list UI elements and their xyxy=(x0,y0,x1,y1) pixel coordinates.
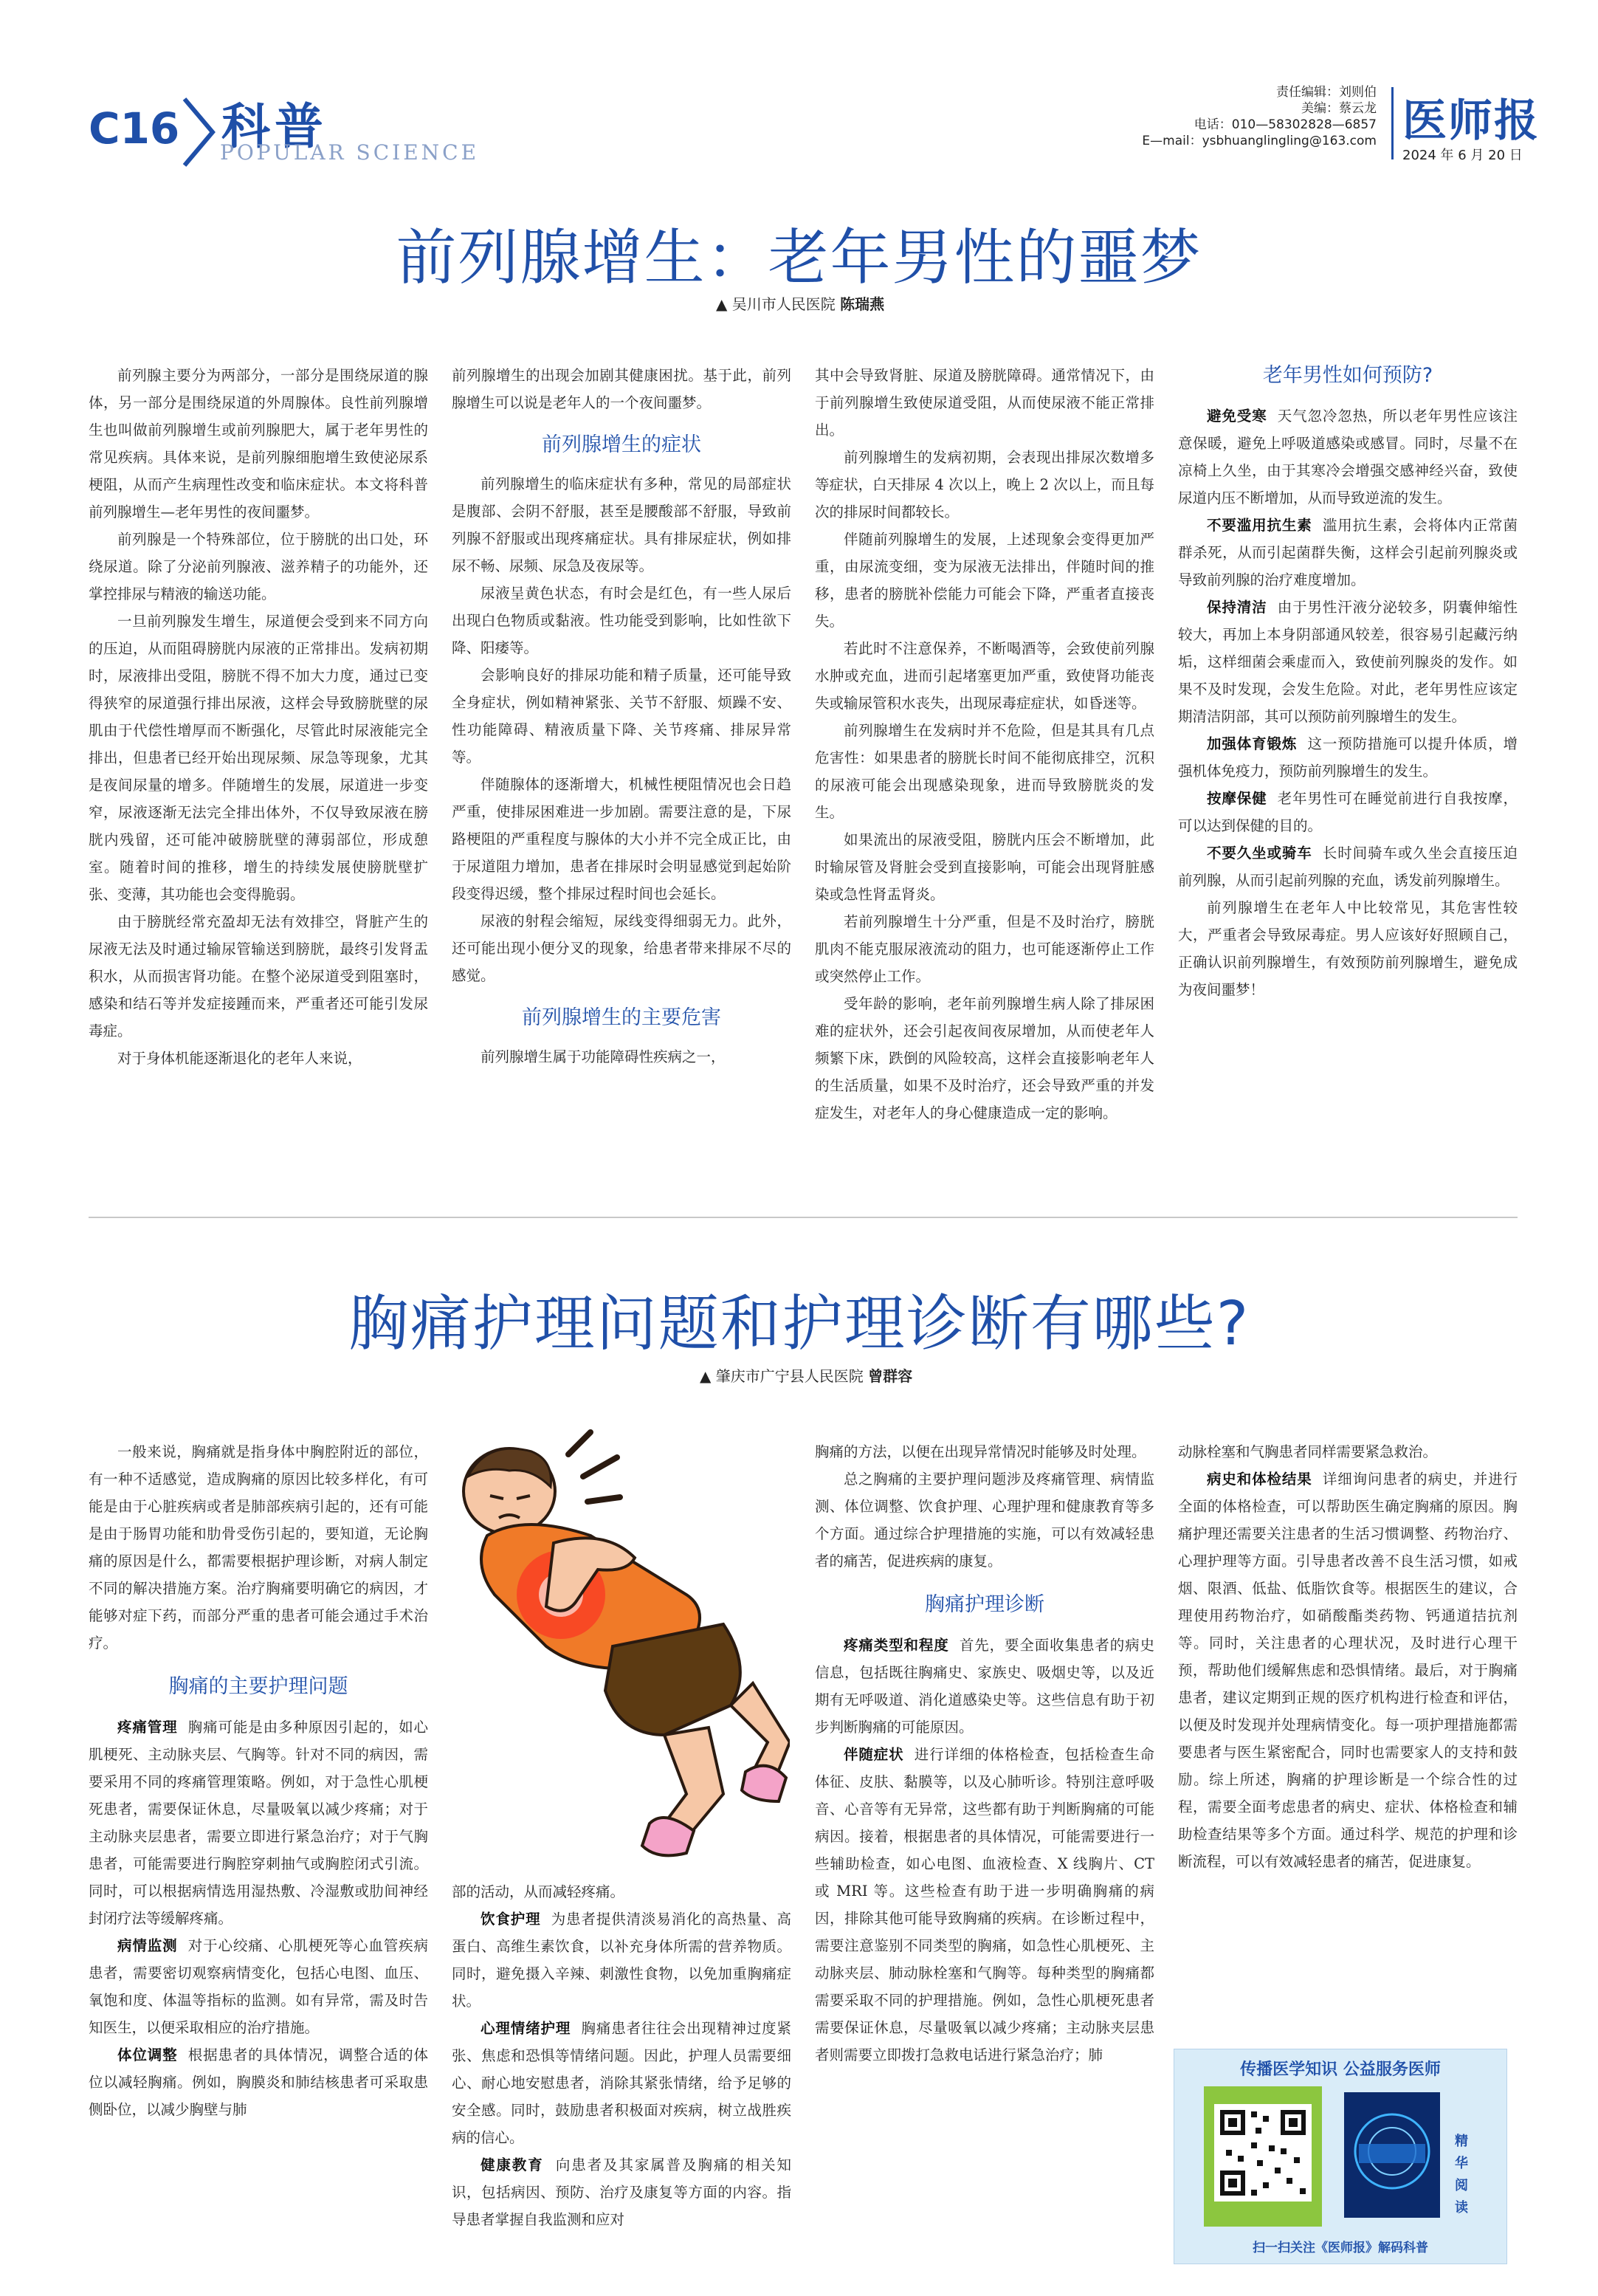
paragraph: 前列腺是一个特殊部位，位于膀胱的出口处，环绕尿道。除了分泌前列腺液、滋养精子的功能外，还掌控排尿与精液的输送功能。 xyxy=(89,531,428,602)
paragraph-text: 滥用抗生素，会将体内正常菌群杀死，从而引起菌群失衡，这样会引起前列腺炎或导致前列腺的治疗难度增加。 xyxy=(1178,517,1518,588)
paragraph-lead: 避免受寒 xyxy=(1207,408,1267,425)
paragraph-lead: 饮食护理 xyxy=(481,1911,541,1928)
paragraph: 会影响良好的排尿功能和精子质量，还可能导致全身症状，例如精神紧张、关节不舒服、烦躁不安、性功能障碍、精液质量下降、关节疼痛、排尿异常等。 xyxy=(452,667,791,766)
paragraph xyxy=(1178,839,1518,894)
paragraph: 前列腺增生的出现会加剧其健康困扰。基于此，前列腺增生可以说是老年人的一个夜间噩梦。 xyxy=(452,367,791,411)
paragraph-lead: 不要滥用抗生素 xyxy=(1207,517,1312,534)
promo-image xyxy=(1344,2092,1440,2218)
paragraph-lead: 健康教育 xyxy=(481,2156,544,2173)
paragraph-lead: 加强体育锻炼 xyxy=(1207,735,1298,752)
article2-column-3 xyxy=(815,1438,1154,2069)
article2-column-4 xyxy=(1178,1438,1518,1875)
chevron-right-icon xyxy=(177,92,221,173)
paragraph xyxy=(452,1878,791,1905)
section-title: 科普 xyxy=(221,98,328,155)
subheading-danger: 前列腺增生的主要危害 xyxy=(522,1006,721,1029)
article1-column-3 xyxy=(815,362,1154,1127)
article2-title: 胸痛护理问题和护理诊断有哪些? xyxy=(348,1289,1250,1359)
paragraph-text: 首先，要全面收集患者的病史信息，包括既往胸痛史、家族史、吸烟史等，以及近期有无呼吸道、消化道感染史等。这些信息有助于初步判断胸痛的可能原因。 xyxy=(815,1637,1154,1736)
paragraph xyxy=(1178,894,1518,1003)
paragraph xyxy=(1178,1438,1518,1465)
article2-byline-org: ▲ 肇庆市广宁县人民医院 xyxy=(700,1367,864,1385)
paragraph-lead: 疼痛管理 xyxy=(117,1719,178,1736)
paragraph: 其中会导致肾脏、尿道及膀胱障碍。通常情况下，由于前列腺增生致使尿道受阻，从而使尿液不能正常排出。 xyxy=(815,367,1154,439)
paragraph xyxy=(452,1905,791,2015)
paragraph-text: 胸痛患者往往会出现精神过度紧张、焦虑和恐惧等情绪问题。因此，护理人员需要细心、耐心地安慰患者，消除其紧张情绪，给予足够的安全感。同时，鼓励患者积极面对疾病，树立战胜疾病的信心。 xyxy=(452,2020,791,2146)
paragraph-lead: 不要久坐或骑车 xyxy=(1207,845,1312,862)
article2-byline xyxy=(700,1364,912,1386)
newspaper-masthead: 医师报 xyxy=(1402,95,1540,147)
section-subtitle: POPULAR SCIENCE xyxy=(220,140,480,165)
paragraph-text: 部的活动，从而减轻疼痛。 xyxy=(452,1883,625,1900)
subheading-nursing-problems: 胸痛的主要护理问题 xyxy=(168,1675,348,1698)
paragraph-text: 根据患者的具体情况，调整合适的体位以减轻胸痛。例如，胸膜炎和肺结核患者可采取患侧卧位，以减少胸壁与肺 xyxy=(89,2046,428,2118)
paragraph: 前列腺主要分为两部分，一部分是围绕尿道的腺体，另一部分是围绕尿道的外周腺体。良性前列腺增生也叫做前列腺增生或前列腺肥大，属于老年男性的常见疾病。具体来说，是前列腺细胞增生致使泌尿系梗阻，从而产生病理性改变和临床症状。本文将科普前列腺增生—老年男性的夜间噩梦。 xyxy=(89,367,428,520)
paragraph: 前列腺增生在发病时并不危险，但是其具有几点危害性：如果患者的膀胱长时间不能彻底排空，沉积的尿液可能会出现感染现象，进而导致膀胱炎的发生。 xyxy=(815,722,1154,821)
paragraph xyxy=(89,1932,428,2041)
paragraph-text: 向患者及其家属普及胸痛的相关知识，包括病因、预防、治疗及康复等方面的内容。指导患者掌握自我监测和应对 xyxy=(452,2156,791,2228)
page-number: C16 xyxy=(89,103,180,154)
paragraph-text: 为患者提供清淡易消化的高热量、高蛋白、高维生素饮食，以补充身体所需的营养物质。同时，避免摄入辛辣、刺激性食物，以免加重胸痛症状。 xyxy=(452,1911,791,2010)
promo-footer: 扫一扫关注《医师报》解码科普 xyxy=(1253,2241,1428,2255)
credit-editor: 责任编辑：刘则伯 xyxy=(1276,85,1377,100)
paragraph-lead: 病史和体检结果 xyxy=(1207,1471,1312,1488)
paragraph-text: 详细询问患者的病史，并进行全面的体格检查，可以帮助医生确定胸痛的原因。胸痛护理还需要关注患者的生活习惯调整、药物治疗、心理护理等方面。引导患者改善不良生活习惯，如戒烟、限酒、低盐、低脂饮食等。根据医生的建议，合理使用药物治疗，如硝酸酯类药物、钙通道拮抗剂等。同时，关注患者的心理状况，及时进行心理干预，帮助他们缓解焦虑和恐惧情绪。最后，对于胸痛患者，建议定期到正规的医疗机构进行检查和评估，以便及时发现并处理病情变化。每一项护理措施都需要患者与医生紧密配合，同时也需要家人的支持和鼓励。综上所述，胸痛的护理诊断是一个综合性的过程，需要全面考虑患者的病史、症状、体格检查和辅助检查结果等多个方面。通过科学、规范的护理和诊断流程，可以有效减轻患者的痛苦，促进康复。 xyxy=(1178,1471,1518,1870)
article-divider xyxy=(89,1217,1518,1218)
subheading-nursing-diagnosis: 胸痛护理诊断 xyxy=(925,1593,1044,1616)
credit-email: E—mail：ysbhuanglingling@163.com xyxy=(1142,134,1377,148)
paragraph: 胸痛的方法，以便在出现异常情况时能够及时处理。 xyxy=(815,1443,1146,1460)
article1-byline-org: ▲ 吴川市人民医院 xyxy=(716,295,836,313)
promo-box xyxy=(1174,2049,1507,2264)
article2-column-2 xyxy=(452,1878,791,2233)
paragraph xyxy=(89,2041,428,2123)
paragraph-lead: 病情监测 xyxy=(117,1937,178,1954)
paragraph xyxy=(1178,730,1518,785)
article1-column-1 xyxy=(89,362,428,1072)
editor-credits xyxy=(1142,84,1377,149)
paragraph-text: 进行详细的体格检查，包括检查生命体征、皮肤、黏膜等，以及心肺听诊。特别注意呼吸音、心音等有无异常，这些都有助于判断胸痛的可能病因。接着，根据患者的具体情况，可能需要进行一些辅助检查，如心电图、血液检查、X 线胸片、CT 或 MRI 等。这些检查有助于进一步明确胸痛的病因，排除其他可能导致胸痛的疾病。在诊断过程中，需要注意鉴别不同类型的胸痛，如急性心肌梗死、主动脉夹层、肺动脉栓塞和气胸等。每种类型的胸痛都需要采取不同的护理措施。例如，急性心肌梗死患者需要保证休息，尽量吸氧以减少疼痛；主动脉夹层患者则需要立即拨打急救电话进行紧急治疗；肺 xyxy=(815,1746,1154,2063)
paragraph xyxy=(1178,785,1518,839)
paragraph-text: 胸痛可能是由多种原因引起的，如心肌梗死、主动脉夹层、气胸等。针对不同的病因，需要采用不同的疼痛管理策略。例如，对于急性心肌梗死患者，需要保证休息，尽量吸氧以减少疼痛；对于主动脉夹层患者，需要立即进行紧急治疗；对于气胸患者，可能需要进行胸腔穿刺抽气或胸腔闭式引流。同时，可以根据病情选用湿热敷、冷湿敷或肋间神经封闭疗法等缓解疼痛。 xyxy=(89,1719,428,1927)
paragraph: 由于膀胱经常充盈却无法有效排空，肾脏产生的尿液无法及时通过输尿管输送到膀胱，最终引发肾盂积水，从而损害肾功能。在整个泌尿道受到阻塞时，感染和结石等并发症接踵而来，严重者还可能引发尿毒症。 xyxy=(89,913,428,1039)
issue-date: 2024 年 6 月 20 日 xyxy=(1402,148,1523,163)
paragraph xyxy=(1178,512,1518,594)
subheading-symptoms: 前列腺增生的症状 xyxy=(542,433,701,456)
article1-title: 前列腺增生：老年男性的噩梦 xyxy=(396,223,1202,293)
paragraph: 总之胸痛的主要护理问题涉及疼痛管理、病情监测、体位调整、饮食护理、心理护理和健康教育等多个方面。通过综合护理措施的实施，可以有效减轻患者的痛苦，促进疾病的康复。 xyxy=(815,1471,1154,1570)
article1-column-2 xyxy=(452,362,791,1070)
paragraph xyxy=(1178,1465,1518,1875)
paragraph: 前列腺增生属于功能障碍性疾病之一， xyxy=(481,1048,726,1065)
paragraph: 尿液呈黄色状态，有时会是红色，有一些人尿后出现白色物质或黏液。性功能受到影响，比如性欲下降、阳痿等。 xyxy=(452,585,791,656)
paragraph: 伴随腺体的逐渐增大，机械性梗阻情况也会日趋严重，使排尿困难进一步加剧。需要注意的是，下尿路梗阻的严重程度与腺体的大小并不完全成正比，由于尿道阻力增加，患者在排尿时会明显感觉到起始阶段变得迟缓，整个排尿过程时间也会延长。 xyxy=(452,776,791,902)
paragraph xyxy=(815,1632,1154,1741)
paragraph-text: 前列腺增生在老年人中比较常见，其危害性较大，严重者会导致尿毒症。男人应该好好照顾自己，正确认识前列腺增生，有效预防前列腺增生，避免成为夜间噩梦！ xyxy=(1178,899,1518,998)
paragraph xyxy=(89,1714,428,1932)
paragraph xyxy=(1178,594,1518,730)
promo-side-text: 精华阅读 xyxy=(1455,2134,1468,2216)
paragraph-lead: 体位调整 xyxy=(117,2046,178,2063)
article1-byline-author: 陈瑞燕 xyxy=(840,295,885,313)
article1-column-4 xyxy=(1178,362,1518,1003)
paragraph xyxy=(452,2151,791,2233)
paragraph: 若前列腺增生十分严重，但是不及时治疗，膀胱肌肉不能克服尿液流动的阻力，也可能逐渐停止工作或突然停止工作。 xyxy=(815,913,1154,985)
credit-designer: 美编：蔡云龙 xyxy=(1301,101,1377,116)
paragraph xyxy=(1178,402,1518,512)
credit-phone: 电话：010—58302828—6857 xyxy=(1194,117,1377,132)
paragraph-lead: 心理情绪护理 xyxy=(481,2020,571,2037)
paragraph: 一般来说，胸痛就是指身体中胸腔附近的部位，有一种不适感觉，造成胸痛的原因比较多样化，有可能是由于心脏疾病或者是肺部疾病引起的，还有可能是由于肠胃功能和肋骨受伤引起的，要知道，无论胸痛的原因是什么，都需要根据护理诊断，对病人制定不同的解决措施方案。治疗胸痛要明确它的病因，才能够对症下药，而部分严重的患者可能会通过手术治疗。 xyxy=(89,1443,428,1651)
paragraph: 若此时不注意保养，不断喝酒等，会致使前列腺水肿或充血，进而引起堵塞更加严重，致使肾功能丧失或输尿管积水丧失，出现尿毒症症状，如昏迷等。 xyxy=(815,640,1154,712)
paragraph-text: 动脉栓塞和气胸患者同样需要紧急救治。 xyxy=(1178,1443,1438,1460)
paragraph-lead: 疼痛类型和程度 xyxy=(844,1637,949,1654)
paragraph-lead: 保持清洁 xyxy=(1207,599,1267,616)
paragraph xyxy=(452,2015,791,2151)
qr-code-icon[interactable] xyxy=(1204,2086,1322,2227)
promo-title: 传播医学知识 公益服务医师 xyxy=(1240,2060,1441,2079)
paragraph-text: 老年男性可在睡觉前进行自我按摩，可以达到保健的目的。 xyxy=(1178,790,1518,834)
paragraph-lead: 伴随症状 xyxy=(844,1746,904,1763)
paragraph-text: 天气忽冷忽热，所以老年男性应该注意保暖，避免上呼吸道感染或感冒。同时，尽量不在凉椅上久坐，由于其寒冷会增强交感神经兴奋，致使尿道内压不断增加，从而导致逆流的发生。 xyxy=(1178,408,1518,506)
paragraph: 前列腺增生的临床症状有多种，常见的局部症状是腹部、会阴不舒服，甚至是腰酸部不舒服，导致前列腺不舒服或出现疼痛症状。具有排尿症状，例如排尿不畅、尿频、尿急及夜尿等。 xyxy=(452,475,791,574)
paragraph: 尿液的射程会缩短，尿线变得细弱无力。此外，还可能出现小便分叉的现象，给患者带来排尿不尽的感觉。 xyxy=(452,912,791,984)
paragraph: 对于身体机能逐渐退化的老年人来说， xyxy=(117,1050,362,1067)
paragraph-text: 这一预防措施可以提升体质，增强机体免疫力，预防前列腺增生的发生。 xyxy=(1178,735,1518,780)
article2-column-1 xyxy=(89,1438,428,2123)
masthead-divider xyxy=(1391,87,1394,159)
paragraph-lead: 按摩保健 xyxy=(1207,790,1267,807)
paragraph-text: 由于男性汗液分泌较多，阴囊伸缩性较大，再加上本身阴部通风较差，很容易引起藏污纳垢，这样细菌会乘虚而入，致使前列腺炎的发作。如果不及时发现，会发生危险。对此，老年男性应该定期清洁阴部，其可以预防前列腺增生的发生。 xyxy=(1178,599,1518,725)
paragraph: 如果流出的尿液受阻，膀胱内压会不断增加，此时输尿管及肾脏会受到直接影响，可能会出现肾脏感染或急性肾盂肾炎。 xyxy=(815,831,1154,903)
paragraph: 一旦前列腺发生增生，尿道便会受到来不同方向的压迫，从而阻碍膀胱内尿液的正常排出。发病初期时，尿液排出受阻，膀胱不得不加大力度，通过已变得狭窄的尿道强行排出尿液，这样会导致膀胱壁的尿肌由于代偿性增厚而不断强化，尽管此时尿液能完全排出，但患者已经开始出现尿频、尿急等现象，尤其是夜间尿量的增多。伴随增生的发展，尿道进一步变窄，尿液逐渐无法完全排出体外，不仅导致尿液在膀胱内残留，还可能冲破膀胱壁的薄弱部位，形成憩室。随着时间的推移，增生的持续发展使膀胱壁扩张、变薄，其功能也会变得脆弱。 xyxy=(89,613,428,903)
paragraph-text: 对于心绞痛、心肌梗死等心血管疾病患者，需要密切观察病情变化，包括心电图、血压、氧饱和度、体温等指标的监测。如有异常，需及时告知医生，以便采取相应的治疗措施。 xyxy=(89,1937,428,2036)
paragraph: 受年龄的影响，老年前列腺增生病人除了排尿困难的症状外，还会引起夜间夜尿增加，从而使老年人频繁下床，跌倒的风险较高，这样会直接影响老年人的生活质量，如果不及时治疗，还会导致严重的并发症发生，对老年人的身心健康造成一定的影响。 xyxy=(815,995,1154,1121)
paragraph: 伴随前列腺增生的发展，上述现象会变得更加严重，由尿流变细，变为尿液无法排出，伴随时间的推移，患者的膀胱补偿能力可能会下降，严重者直接丧失。 xyxy=(815,531,1154,630)
article2-byline-author: 曾群容 xyxy=(868,1367,913,1385)
article1-byline xyxy=(716,292,884,314)
paragraph-text: 长时间骑车或久坐会直接压迫前列腺，从而引起前列腺的充血，诱发前列腺增生。 xyxy=(1178,845,1518,889)
subheading-prevention: 老年男性如何预防? xyxy=(1262,364,1433,387)
paragraph: 前列腺增生的发病初期，会表现出排尿次数增多等症状，白天排尿 4 次以上，晚上 2 次以上，而且每次的排尿时间都较长。 xyxy=(815,449,1154,520)
chest-pain-illustration xyxy=(443,1425,790,1868)
paragraph xyxy=(815,1741,1154,2069)
